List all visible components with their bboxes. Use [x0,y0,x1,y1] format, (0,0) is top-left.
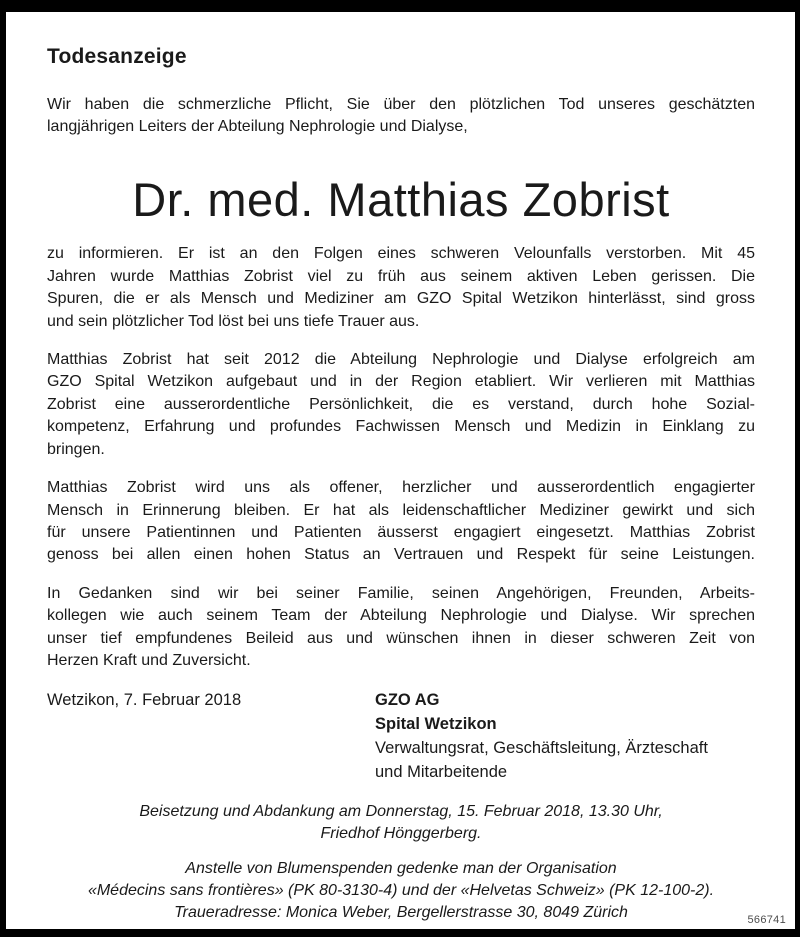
paragraph-line: und sein plötzlicher Tod löst bei uns tiefe Trauer aus. [47,312,420,330]
signature-block [47,688,755,784]
obituary-paragraph-1 [47,243,755,333]
signature-org-name-2: Spital Wetzikon [375,715,497,734]
paragraph-line: kompetenz, Erfahrung und profundes Fachwissen Mensch und Medizin in Einklang zu [47,418,755,436]
signature-org-name: GZO AG [375,691,440,710]
obituary-paragraph-3 [47,477,755,567]
paragraph-line: unser tief empfundenes Beileid aus und wünschen ihnen in dieser schweren Zeit von [47,629,755,647]
paragraph-line: Matthias Zobrist wird uns als offener, herzlicher und ausserordentlich engagierter [47,479,755,497]
signature-roles-line: Verwaltungsrat, Geschäftsleitung, Ärzteschaft [375,739,708,758]
signature-roles-line: und Mitarbeitende [375,763,508,782]
obituary-paragraph-4 [47,583,755,673]
paragraph-line: für unsere Patientinnen und Patienten äusserst engagiert eingesetzt. Matthias Zobrist [47,523,755,541]
funeral-info-line: Beisetzung und Abdankung am Donnerstag, 15. Februar 2018, 13.30 Uhr, [139,803,663,821]
donations-info-line: Anstelle von Blumenspenden gedenke man der Organisation [185,860,617,878]
signature-column [375,688,755,784]
paragraph-line: Jahren wurde Matthias Zobrist viel zu früh aus seinem aktiven Leben gerissen. Die [47,267,755,285]
deceased-name: Dr. med. Matthias Zobrist [132,172,670,226]
donations-info [47,858,755,924]
funeral-info-line: Friedhof Hönggerberg. [320,825,482,843]
paragraph-line: Matthias Zobrist hat seit 2012 die Abteilung Nephrologie und Dialyse erfolgreich am [47,351,755,369]
reference-number: 566741 [747,914,786,926]
paragraph-line: genoss bei allen einen hohen Status an Vertrauen und Respekt für seine Leistungen. [47,546,755,564]
intro-line: Wir haben die schmerzliche Pflicht, Sie über den plötzlichen Tod unseres geschätzten [47,96,755,113]
paragraph-line: Mensch in Erinnerung bleiben. Er hat als leidenschaftlicher Mediziner gewirkt und sich [47,501,755,519]
donations-info-line: «Médecins sans frontières» (PK 80-3130-4) und der «Helvetas Schweiz» (PK 12-100-2). [87,882,715,900]
paragraph-line: kollegen wie auch seinem Team der Abteilung Nephrologie und Dialyse. Wir sprechen [47,607,755,625]
obituary-paragraph-2 [47,349,755,461]
paragraph-line: zu informieren. Er ist an den Folgen eines schweren Velounfalls verstorben. Mit 45 [47,245,755,263]
paragraph-line: Herzen Kraft und Zuversicht. [47,651,251,669]
notice-type-label: Todesanzeige [47,45,187,68]
paragraph-line: In Gedanken sind wir bei seiner Familie, seinen Angehörigen, Freunden, Arbeits- [47,584,755,602]
donations-info-line: Traueradresse: Monica Weber, Bergellerstrasse 30, 8049 Zürich [174,904,628,922]
death-notice-page [6,12,795,929]
dateline: Wetzikon, 7. Februar 2018 [47,691,242,710]
funeral-info [47,801,755,845]
intro-paragraph [47,94,755,139]
intro-line: langjährigen Leiters der Abteilung Nephrologie und Dialyse, [47,118,468,136]
paragraph-line: GZO Spital Wetzikon aufgebaut und in der Region etabliert. Wir verlieren mit Matthias [47,373,755,391]
paragraph-line: Spuren, die er als Mensch und Mediziner am GZO Spital Wetzikon hinterlässt, sind gross [47,290,755,308]
paragraph-line: Zobrist eine ausserordentliche Persönlichkeit, die es verstand, durch hohe Sozial- [47,395,755,413]
paragraph-line: bringen. [47,440,105,458]
